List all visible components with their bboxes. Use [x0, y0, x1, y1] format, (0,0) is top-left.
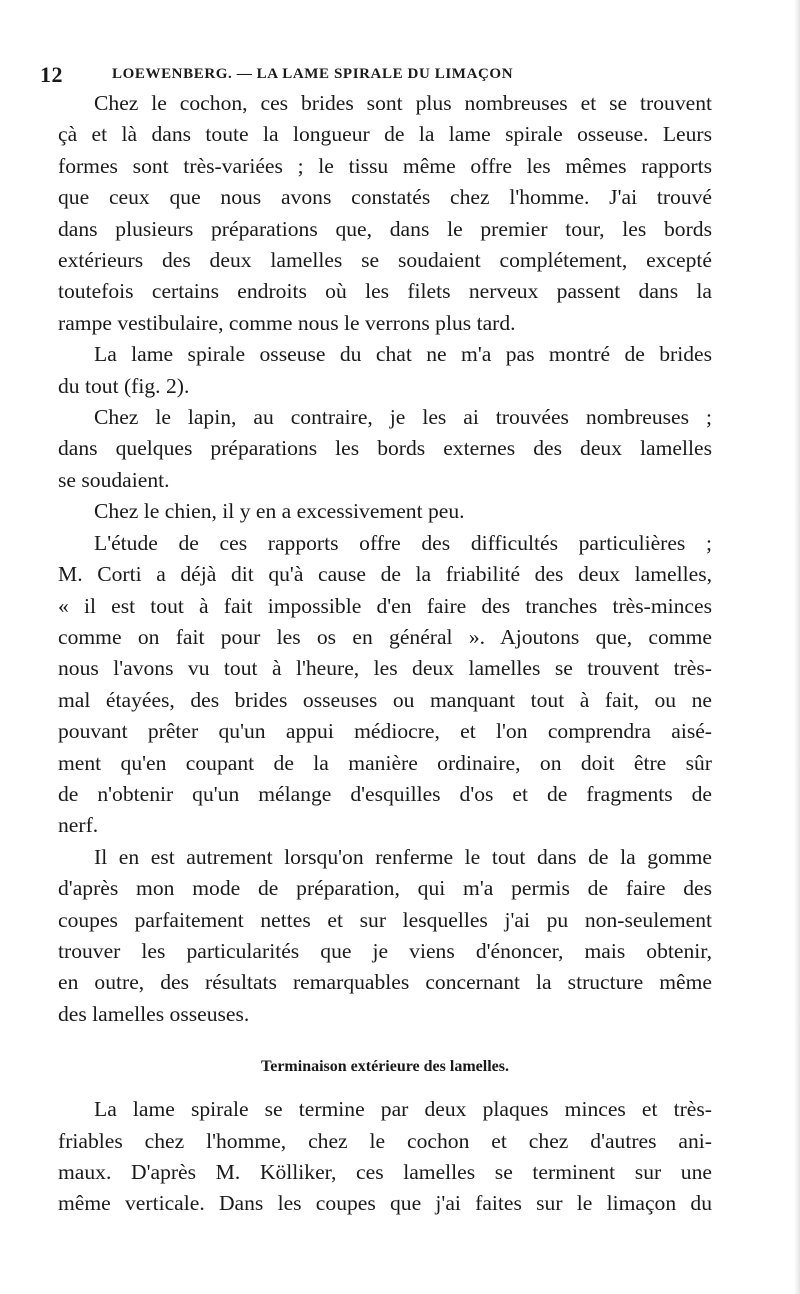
text-line: se soudaient.	[58, 467, 170, 492]
paragraph	[58, 88, 712, 339]
text-line: Chez le lapin, au contraire, je les ai trouvées nombreuses ;	[94, 405, 712, 430]
text-line: rampe vestibulaire, comme nous le verrons plus tard.	[58, 310, 516, 335]
text-line: comme on fait pour les os en général ». Ajoutons que, comme	[58, 624, 712, 649]
text-line: ment qu'en coupant de la manière ordinaire, on doit être sûr	[58, 750, 712, 775]
paragraphs-after	[58, 1094, 712, 1220]
body-text	[58, 88, 712, 1220]
text-line: en outre, des résultats remarquables concernant la structure même	[58, 970, 712, 995]
page-header	[40, 60, 712, 90]
text-line: trouver les particularités que je viens d'énoncer, mais obtenir,	[58, 938, 712, 963]
text-line: d'après mon mode de préparation, qui m'a permis de faire des	[58, 876, 712, 901]
text-line: çà et là dans toute la longueur de la lame spirale osseuse. Leurs	[58, 122, 712, 147]
paragraphs-before	[58, 88, 712, 1030]
text-line: coupes parfaitement nettes et sur lesquelles j'ai pu non-seulement	[58, 907, 712, 932]
paragraph	[58, 1094, 712, 1220]
paragraph	[58, 402, 712, 496]
text-line: « il est tout à fait impossible d'en faire des tranches très-minces	[58, 593, 712, 618]
text-line: Chez le chien, il y en a excessivement peu.	[94, 499, 465, 524]
text-line: mal étayées, des brides osseuses ou manquant tout à fait, ou ne	[58, 687, 712, 712]
paragraph	[58, 528, 712, 842]
text-line: même verticale. Dans les coupes que j'ai faites sur le limaçon du	[58, 1191, 712, 1216]
text-line: La lame spirale se termine par deux plaques minces et très-	[94, 1097, 712, 1122]
text-line: La lame spirale osseuse du chat ne m'a pas montré de brides	[94, 342, 712, 367]
text-line: Il en est autrement lorsqu'on renferme le tout dans de la gomme	[94, 844, 712, 869]
running-head: LOEWENBERG. — LA LAME SPIRALE DU LIMAÇON	[112, 66, 514, 82]
text-line: friables chez l'homme, chez le cochon et chez d'autres ani-	[58, 1128, 712, 1153]
paragraph	[58, 339, 712, 402]
text-line: nerf.	[58, 813, 99, 838]
page-edge	[794, 0, 800, 1294]
text-line: que ceux que nous avons constatés chez l'homme. J'ai trouvé	[58, 185, 712, 210]
text-line: pouvant prêter qu'un appui médiocre, et l'on comprendra aisé-	[58, 719, 712, 744]
text-line: extérieurs des deux lamelles se soudaient complétement, excepté	[58, 248, 712, 273]
text-line: dans plusieurs préparations que, dans le premier tour, les bords	[58, 216, 712, 241]
text-line: L'étude de ces rapports offre des difficultés particulières ;	[94, 530, 712, 555]
text-line: dans quelques préparations les bords externes des deux lamelles	[58, 436, 712, 461]
text-line: Chez le cochon, ces brides sont plus nombreuses et se trouvent	[94, 91, 712, 115]
text-line: formes sont très-variées ; le tissu même offre les mêmes rapports	[58, 153, 712, 178]
section-heading: Terminaison extérieure des lamelles.	[261, 1058, 509, 1076]
text-line: maux. D'après M. Kölliker, ces lamelles se terminent sur une	[58, 1160, 712, 1184]
text-line: M. Corti a déjà dit qu'à cause de la friabilité des deux lamelles,	[58, 562, 712, 587]
paragraph	[58, 496, 712, 527]
text-line: nous l'avons vu tout à l'heure, les deux lamelles se trouvent très-	[58, 656, 712, 681]
text-line: du tout (fig. 2).	[58, 373, 190, 398]
text-line: de n'obtenir qu'un mélange d'esquilles d'os et de fragments de	[58, 781, 712, 806]
text-line: toutefois certains endroits où les filets nerveux passent dans la	[58, 279, 712, 304]
text-line: des lamelles osseuses.	[58, 1001, 250, 1026]
paragraph	[58, 842, 712, 1030]
page-number: 12	[40, 62, 63, 87]
